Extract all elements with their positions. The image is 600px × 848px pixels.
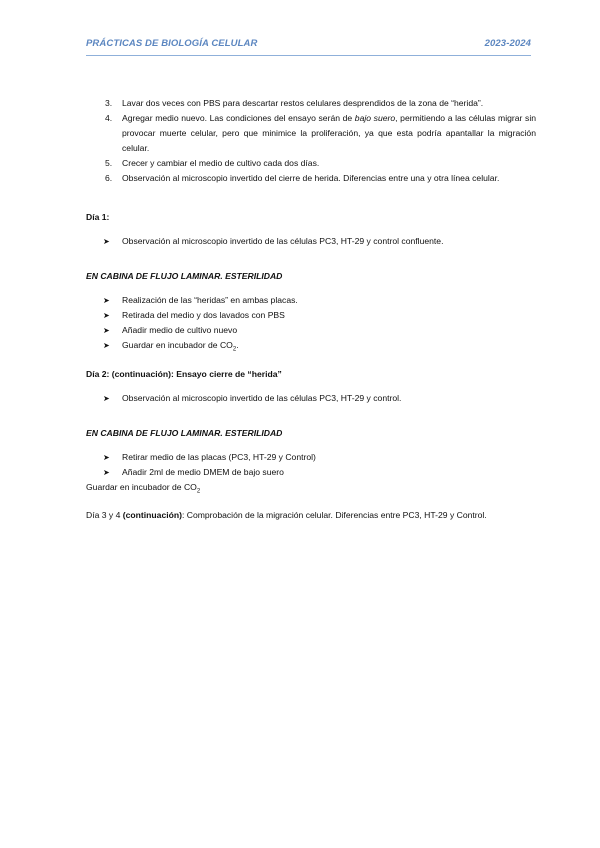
cabin2-bullet [86,465,536,480]
step-text: Lavar dos veces con PBS para descartar restos celulares desprendidos de la zona de “herida”. [122,98,484,108]
step-number: 4. [105,113,113,123]
bullet-text: Retirar medio de las placas (PC3, HT-29 y Control) [122,451,316,462]
document-body [86,96,536,523]
cabin1-bullet [86,323,536,338]
bullet-text-end: . [236,340,239,350]
day2-bullet [86,391,536,406]
bullet-arrow-icon: ➤ [103,296,110,305]
step-4 [86,111,536,156]
plain-text: Guardar en incubador de CO [86,481,197,492]
day34-text: : Comprobación de la migración celular. Diferencias entre PC3, HT-29 y Control. [181,510,487,521]
cabin1-list [86,293,536,358]
step-text: Crecer y cambiar el medio de cultivo cada dos días. [122,158,320,168]
cabin2-plain-line [86,480,536,500]
bullet-text: Realización de las “heridas” en ambas placas. [122,295,298,305]
step-3 [86,96,536,111]
day2-heading [86,367,536,382]
bullet-arrow-icon: ➤ [103,311,110,320]
co2-subscript: 2 [196,488,201,495]
bullet-arrow-icon: ➤ [103,393,110,403]
bullet-text: Guardar en incubador de CO [122,340,233,350]
day34-bold: (continuación) [122,510,182,521]
day2-label: Día 2: [86,368,110,379]
bullet-arrow-icon: ➤ [103,467,110,477]
day1-bullet [86,234,536,249]
cabin1-bullet-co2 [86,338,536,358]
bullet-text: Observación al microscopio invertido de las células PC3, HT-29 y control confluente. [122,236,444,246]
step-number: 6. [105,173,113,183]
step-number: 3. [105,98,113,108]
day34-paragraph [86,508,536,523]
bullet-text: Añadir 2ml de medio DMEM de bajo suero [122,466,284,477]
day1-heading: Día 1: [86,212,110,222]
cabin1-bullet [86,293,536,308]
bullet-text: Observación al microscopio invertido de las células PC3, HT-29 y control. [122,392,402,403]
co2-subscript: 2 [232,346,237,353]
day2-subtitle: (continuación): Ensayo cierre de “herida” [109,368,282,379]
step-text-start: Agregar medio nuevo. Las condiciones del ensayo serán de [122,113,355,123]
step-5 [86,156,536,171]
bullet-text: Añadir medio de cultivo nuevo [122,325,238,335]
bullet-arrow-icon: ➤ [103,452,110,462]
cabin1-heading: EN CABINA DE FLUJO LAMINAR. ESTERILIDAD [86,271,283,281]
header-title: PRÁCTICAS DE BIOLOGÍA CELULAR [86,38,258,49]
cabin1-bullet [86,308,536,323]
step-6 [86,171,536,186]
bullet-arrow-icon: ➤ [103,341,110,350]
cabin2-bullet [86,450,536,465]
bullet-arrow-icon: ➤ [103,237,110,246]
bullet-arrow-icon: ➤ [103,326,110,335]
step-text: Observación al microscopio invertido del cierre de herida. Diferencias entre una y otra línea celular. [122,173,500,183]
step-text-emphasis: bajo suero [354,113,396,123]
day34-label: Día 3 y 4 [86,510,123,521]
header-year: 2023-2024 [484,38,531,49]
bullet-text: Retirada del medio y dos lavados con PBS [122,310,285,320]
header-divider [86,55,531,56]
cabin2-heading: EN CABINA DE FLUJO LAMINAR. ESTERILIDAD [86,427,283,438]
step-text-end: , permitiendo a las células migrar sin provocar muerte celular, pero que minimice la proliferación, ya que esta podría apantallar la migración celular. [122,113,537,153]
step-number: 5. [105,158,113,168]
cabin2-list [86,450,536,480]
page-header [86,38,531,54]
